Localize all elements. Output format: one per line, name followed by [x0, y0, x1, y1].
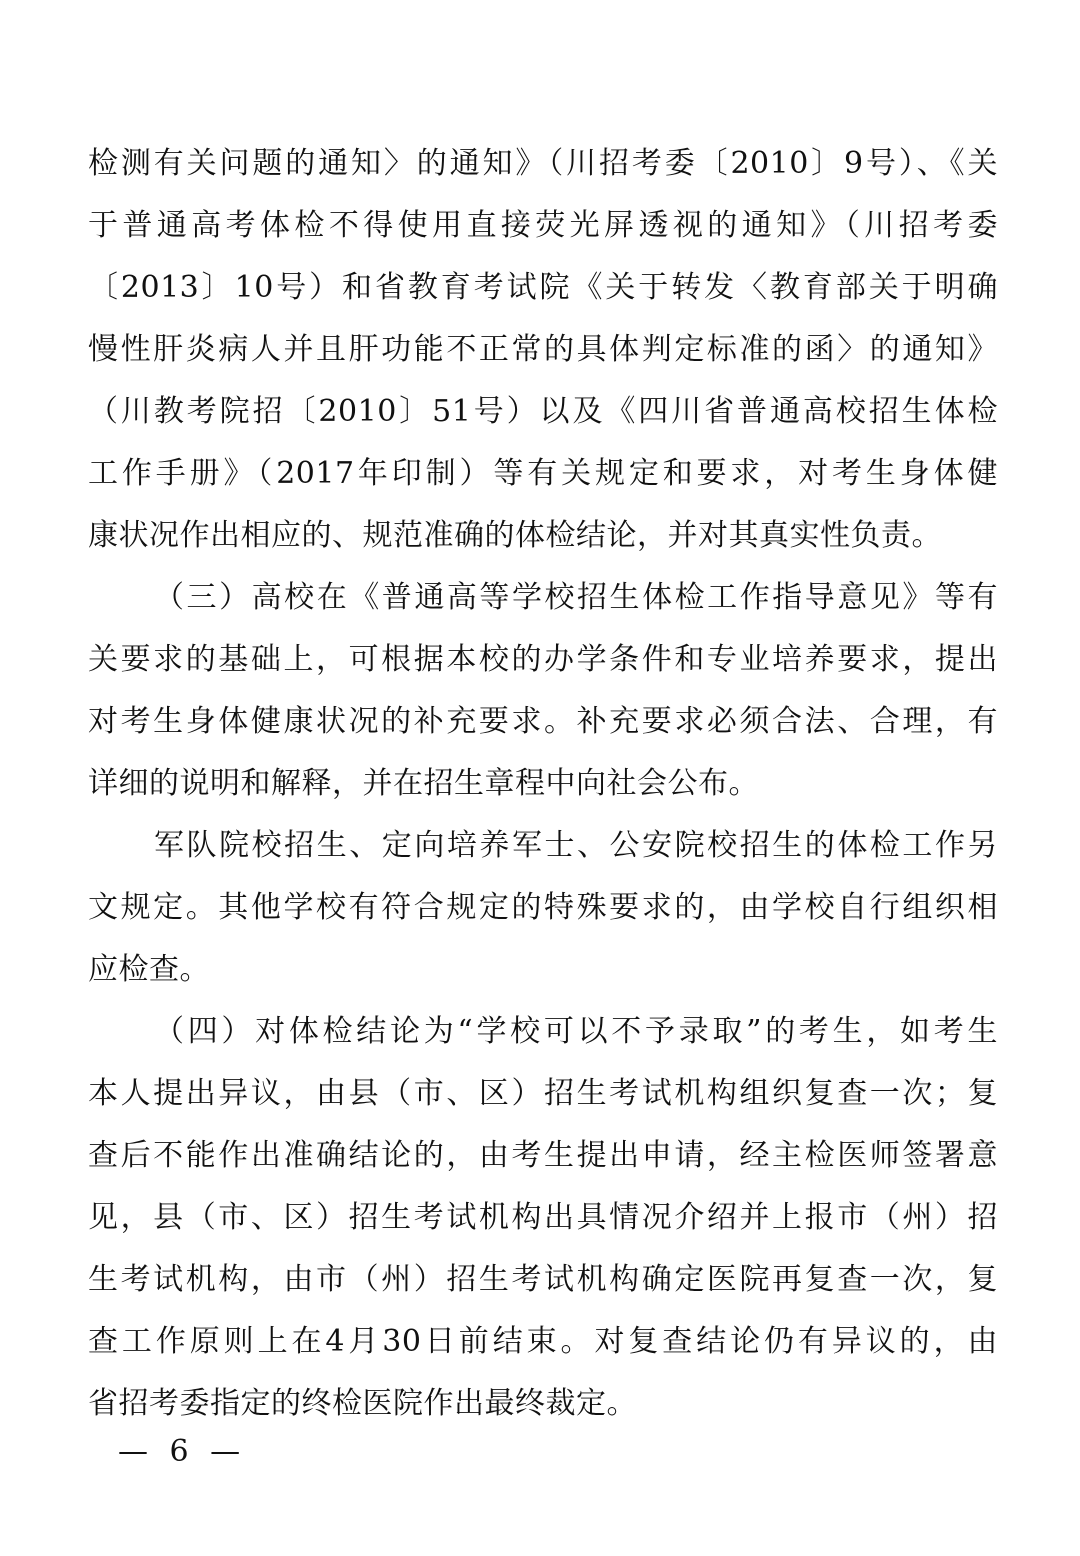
text-line: 检测有关问题的通知〉的通知》（川招考委〔2010〕9号）、《关	[88, 146, 998, 181]
text-line: 关要求的基础上，可根据本校的办学条件和专业培养要求，提出	[88, 642, 998, 677]
text-line: 于普通高考体检不得使用直接荧光屏透视的通知》（川招考委	[88, 208, 998, 243]
text-line: 查工作原则上在4月30日前结束。对复查结论仍有异议的，由	[88, 1324, 998, 1359]
text-line: 查后不能作出准确结论的，由考生提出申请，经主检医师签署意	[88, 1138, 998, 1173]
body-text	[88, 133, 998, 1435]
text-line: 〔2013〕10号）和省教育考试院《关于转发〈教育部关于明确	[88, 270, 998, 305]
paragraph-start-line: （四）对体检结论为“学校可以不予录取”的考生，如考生	[154, 1014, 998, 1049]
text-line: 应检查。	[88, 952, 210, 987]
text-line: 对考生身体健康状况的补充要求。补充要求必须合法、合理，有	[88, 704, 998, 739]
text-line: （川教考院招〔2010〕51号）以及《四川省普通高校招生体检	[88, 394, 998, 429]
page-number: — 6 —	[118, 1434, 247, 1469]
paragraph-start-line: （三）高校在《普通高等学校招生体检工作指导意见》等有	[154, 580, 998, 615]
text-line: 本人提出异议，由县（市、区）招生考试机构组织复查一次；复	[88, 1076, 998, 1111]
text-line: 文规定。其他学校有符合规定的特殊要求的，由学校自行组织相	[88, 890, 998, 925]
text-line: 见，县（市、区）招生考试机构出具情况介绍并上报市（州）招	[88, 1200, 998, 1235]
text-line: 慢性肝炎病人并且肝功能不正常的具体判定标准的函〉的通知》	[88, 332, 998, 367]
text-line: 康状况作出相应的、规范准确的体检结论，并对其真实性负责。	[88, 518, 942, 553]
text-line: 省招考委指定的终检医院作出最终裁定。	[88, 1386, 637, 1421]
text-line: 工作手册》（2017年印制）等有关规定和要求，对考生身体健	[88, 456, 998, 491]
text-line: 生考试机构，由市（州）招生考试机构确定医院再复查一次，复	[88, 1262, 998, 1297]
text-line: 详细的说明和解释，并在招生章程中向社会公布。	[88, 766, 759, 801]
paragraph-start-line: 军队院校招生、定向培养军士、公安院校招生的体检工作另	[154, 828, 998, 863]
